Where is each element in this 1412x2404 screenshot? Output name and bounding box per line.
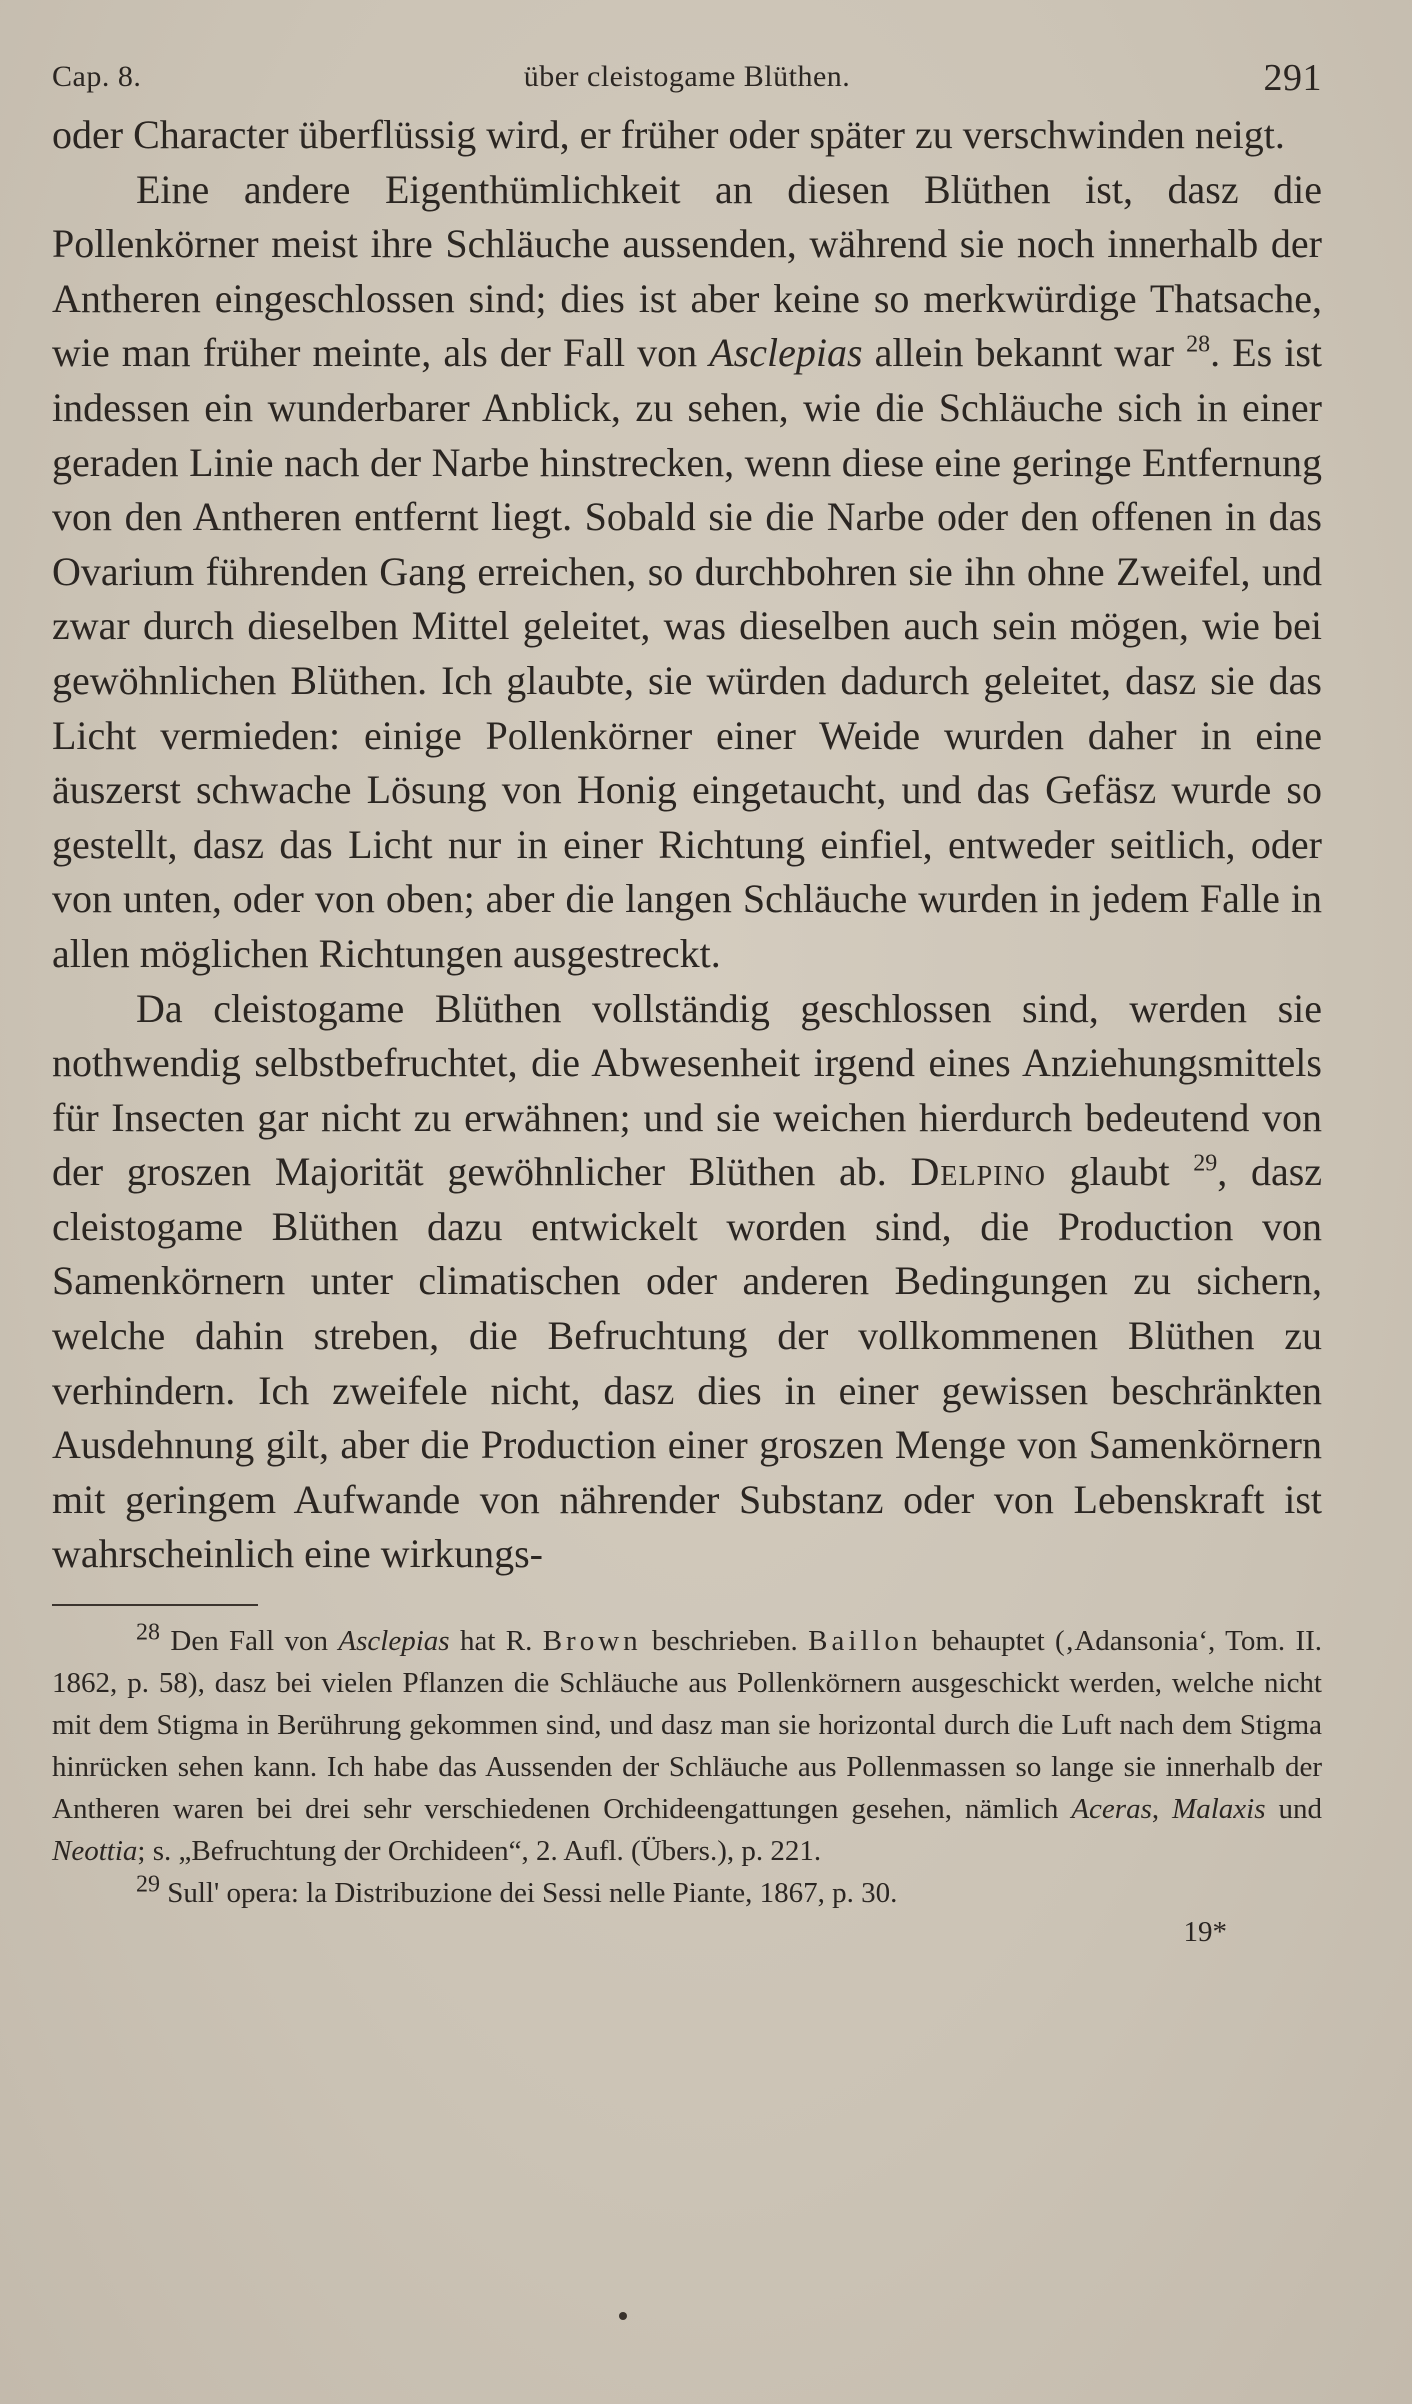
main-text bbox=[52, 108, 1322, 1582]
footnote-ref-28[interactable]: 28 bbox=[1186, 332, 1211, 359]
paragraph-3: Da cleistogame Blüthen vollständig geschlossen sind, werden sie nothwendig selbstbefruchtet, die Abwesenheit irgend eines Anziehungsmittels für Insecten gar nicht zu erwähnen; und sie weichen hierdurch bedeutend von der groszen Majorität gewöhnlicher Blüthen ab. Delpino glaubt $^{29}$, dasz cleistogame Blüthen dazu entwickelt worden sind, die Production von Samenkörnern unter climatischen oder anderen Bedingungen zu sichern, welche dahin streben, die Befruchtung der vollkommenen Blüthen zu verhindern. Ich zweifele nicht, dasz dies in einer gewissen beschränkten Ausdehnung gilt, aber die Production einer groszen Menge von Samenkörnern mit geringem Aufwande von nährender Substanz oder von Lebenskraft ist wahrscheinlich eine wirkungs- bbox=[52, 985, 1323, 1577]
running-header bbox=[52, 48, 1322, 108]
book-page bbox=[52, 48, 1322, 1949]
page-number: 291 bbox=[1263, 57, 1322, 99]
running-title: über cleistogame Blüthen. bbox=[523, 60, 851, 93]
footnote-divider bbox=[52, 1604, 258, 1606]
footnote-ref-29[interactable]: 29 bbox=[1193, 1150, 1218, 1177]
signature-mark: 19* bbox=[1183, 1916, 1227, 1949]
author-delpino: Delpino bbox=[910, 1149, 1046, 1195]
paragraph-2: Eine andere Eigenthümlichkeit an diesen Blüthen ist, dasz die Pollenkörner meist ihre Schläuche aussenden, während sie noch innerhalb der Antheren eingeschlossen sind; dies ist aber keine so merkwürdige Thatsache, wie man früher meinte, als der Fall von Asclepias allein bekannt war $^{28}$. Es ist indessen ein wunderbarer Anblick, zu sehen, wie die Schläuche sich in einer geraden Linie nach der Narbe hinstrecken, wenn diese eine geringe Entfernung von den Antheren entfernt liegt. Sobald sie die Narbe oder den offenen in das Ovarium führenden Gang erreichen, so durchbohren sie ihn ohne Zweifel, und zwar durch dieselben Mittel geleitet, was dieselben auch sein mögen, wie bei gewöhnlichen Blüthen. Ich glaubte, sie würden dadurch geleitet, dasz sie das Licht vermieden: einige Pollenkörner einer Weide wurden daher in eine äuszerst schwache Lösung von Honig eingetaucht, und das Gefäsz wurde so gestellt, dasz das Licht nur in einer Richtung einfiel, entweder seitlich, oder von unten, oder von oben; aber die langen Schläuche wurden in jedem Falle in allen möglichen Richtungen ausgestreckt. bbox=[52, 166, 1323, 976]
taxon-asclepias: Asclepias bbox=[709, 330, 863, 376]
footnote-28: $^{28}$ Den Fall von Asclepias hat R. Brown beschrieben. Baillon behauptet (‚Adansonia‘, Tom. II. 1862, p. 58), dasz bei vielen Pflanzen die Schläuche aus Pollenkörnern ausgeschickt werden, welche nicht mit dem Stigma in Berührung gekommen sind, und dasz man sie horizontal durch die Luft nach dem Stigma hinrücken sehen kann. Ich habe das Aussenden der Schläuche aus Pollenmassen so lange sie innerhalb der Antheren waren bei drei sehr verschiedenen Orchideengattungen gesehen, nämlich Aceras, Malaxis und Neottia; s. „Befruchtung der Orchideen“, 2. Aufl. (Übers.), p. 221. bbox=[52, 1619, 1323, 1868]
paragraph-1: oder Character überflüssig wird, er früher oder später zu verschwinden neigt. bbox=[52, 112, 1285, 157]
footnotes bbox=[52, 1620, 1322, 1914]
footnote-29: $^{29}$ Sull' opera: la Distribuzione dei Sessi nelle Piante, 1867, p. 30. bbox=[136, 1871, 898, 1910]
chapter-label: Cap. 8. bbox=[52, 60, 142, 93]
page-dot-mark bbox=[619, 2312, 627, 2320]
